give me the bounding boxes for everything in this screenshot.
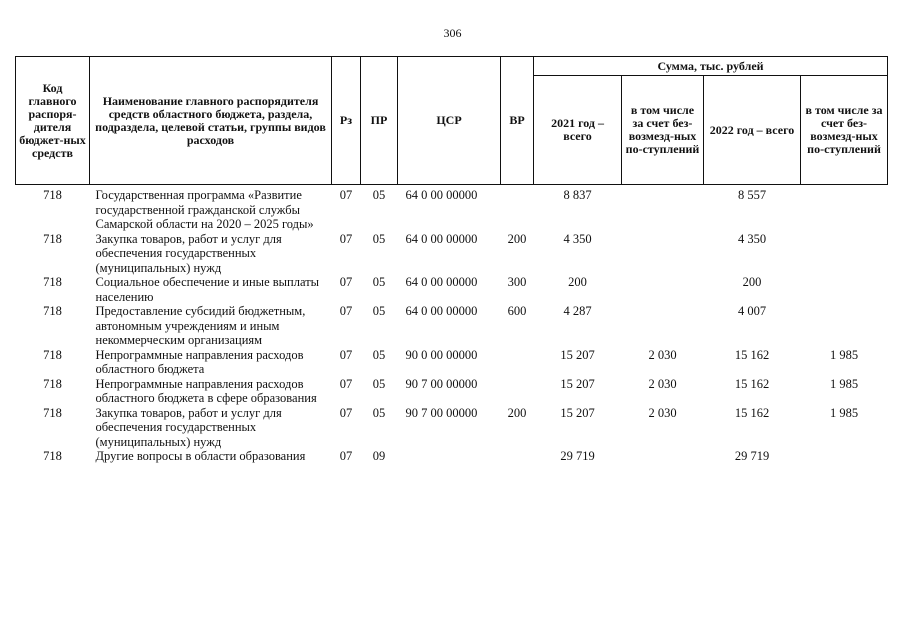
- cell-2021-total: 8 837: [563, 188, 592, 202]
- cell-csr: 64 0 00 00000: [405, 231, 478, 246]
- cell-csr: [398, 449, 501, 464]
- cell-2022-incl: [801, 232, 888, 276]
- cell-code: 718: [43, 347, 62, 362]
- cell-2022-total: 29 719: [734, 449, 770, 463]
- header-vr: ВР: [501, 57, 534, 185]
- header-2022-total: 2022 год – всего: [704, 76, 801, 185]
- cell-2022-incl: [801, 185, 888, 232]
- cell-code: 718: [43, 188, 62, 202]
- cell-2022-incl: [801, 304, 888, 348]
- table-body: [16, 185, 888, 464]
- cell-code: 718: [43, 449, 62, 463]
- cell-2021-total: 4 287: [563, 304, 592, 318]
- table-header: [16, 57, 888, 185]
- budget-table: [15, 56, 888, 464]
- cell-pr: 05: [372, 275, 386, 289]
- cell-rz: 07: [339, 231, 353, 246]
- table-row: [16, 185, 888, 232]
- cell-2021-total: 15 207: [560, 405, 595, 420]
- cell-2021-incl: [622, 275, 704, 304]
- header-2022-incl: в том числе за счет без-возмезд-ных по-ступлений: [801, 76, 888, 185]
- page-number: 306: [443, 26, 462, 40]
- cell-name: Государственная программа «Развитие государственной гражданской службы Самарской области на 2020 – 2025 годы»: [95, 188, 314, 231]
- cell-2021-incl: 2 030: [648, 405, 677, 420]
- cell-vr: [501, 449, 534, 464]
- table-row: [16, 304, 888, 348]
- cell-code: 718: [43, 231, 62, 246]
- cell-2021-total: 200: [568, 275, 587, 289]
- cell-vr: 600: [507, 304, 527, 318]
- cell-vr: [501, 185, 534, 232]
- cell-2021-incl: [622, 449, 704, 464]
- cell-vr: 200: [507, 405, 527, 420]
- cell-name: Закупка товаров, работ и услуг для обеспечения государственных (муниципальных) нужд: [95, 231, 282, 275]
- table-row: [16, 377, 888, 406]
- cell-vr: 300: [507, 275, 527, 289]
- cell-vr: 200: [507, 231, 527, 246]
- cell-vr: [501, 348, 534, 377]
- header-sum: Сумма, тыс. рублей: [534, 57, 888, 76]
- cell-code: 718: [43, 304, 62, 318]
- cell-2022-total: 200: [742, 275, 762, 289]
- cell-pr: 05: [372, 304, 386, 318]
- cell-2022-total: 15 162: [734, 405, 770, 420]
- cell-pr: 09: [372, 449, 386, 463]
- header-pr: ПР: [361, 57, 398, 185]
- cell-2022-incl: [801, 275, 888, 304]
- cell-rz: 07: [339, 188, 353, 202]
- cell-2021-total: 4 350: [563, 231, 592, 246]
- header-2021-incl: в том числе за счет без-возмезд-ных по-ступлений: [622, 76, 704, 185]
- cell-2022-total: 8 557: [737, 188, 767, 202]
- cell-rz: 07: [339, 347, 353, 362]
- cell-2021-incl: 2 030: [648, 347, 677, 362]
- cell-rz: 07: [339, 449, 353, 463]
- cell-2021-total: 15 207: [560, 376, 595, 391]
- cell-csr: 64 0 00 00000: [405, 188, 478, 202]
- table-row: [16, 232, 888, 276]
- cell-2021-total: 15 207: [560, 347, 595, 362]
- cell-2021-total: 29 719: [560, 449, 595, 463]
- cell-2022-total: 4 350: [737, 231, 767, 246]
- cell-name: Другие вопросы в области образования: [95, 449, 306, 463]
- cell-csr: 64 0 00 00000: [405, 275, 478, 289]
- header-csr: ЦСР: [398, 57, 501, 185]
- cell-2022-incl: 1 985: [829, 347, 859, 362]
- cell-csr: 90 7 00 00000: [405, 376, 478, 391]
- table-row: [16, 275, 888, 304]
- cell-rz: 07: [339, 376, 353, 391]
- cell-code: 718: [43, 376, 62, 391]
- cell-2022-incl: 1 985: [829, 405, 859, 420]
- cell-csr: 90 0 00 00000: [405, 347, 478, 362]
- table-row: [16, 406, 888, 450]
- cell-vr: [501, 377, 534, 406]
- cell-pr: 05: [372, 376, 386, 391]
- cell-code: 718: [43, 405, 62, 420]
- cell-2022-total: 15 162: [734, 376, 770, 391]
- header-rz: Рз: [332, 57, 361, 185]
- cell-rz: 07: [339, 405, 353, 420]
- cell-name: Социальное обеспечение и иные выплаты населению: [95, 275, 320, 304]
- cell-2021-incl: [622, 232, 704, 276]
- cell-pr: 05: [372, 347, 386, 362]
- header-2021-total: 2021 год – всего: [534, 76, 622, 185]
- cell-2021-incl: [622, 185, 704, 232]
- cell-2021-incl: [622, 304, 704, 348]
- table-row: [16, 348, 888, 377]
- cell-pr: 05: [372, 405, 386, 420]
- cell-pr: 05: [372, 231, 386, 246]
- cell-name: Закупка товаров, работ и услуг для обеспечения государственных (муниципальных) нужд: [95, 405, 282, 449]
- cell-2022-total: 4 007: [737, 304, 767, 318]
- cell-name: Предоставление субсидий бюджетным, автономным учреждениям и иным некоммерческим организациям: [95, 304, 306, 347]
- cell-2021-incl: 2 030: [648, 376, 677, 391]
- cell-csr: 90 7 00 00000: [405, 405, 478, 420]
- header-code: Код главного распоря-дителя бюджет-ных средств: [16, 57, 90, 185]
- cell-rz: 07: [339, 304, 353, 318]
- cell-rz: 07: [339, 275, 353, 289]
- cell-code: 718: [43, 275, 62, 289]
- table-row: [16, 449, 888, 464]
- cell-2022-incl: [801, 449, 888, 464]
- cell-csr: 64 0 00 00000: [405, 304, 478, 318]
- header-name: Наименование главного распорядителя средств областного бюджета, раздела, подраздела, целевой статьи, группы видов расходов: [90, 57, 332, 185]
- cell-name: Непрограммные направления расходов областного бюджета: [95, 347, 304, 376]
- cell-name: Непрограммные направления расходов областного бюджета в сфере образования: [95, 376, 317, 405]
- cell-2022-incl: 1 985: [829, 376, 859, 391]
- cell-2022-total: 15 162: [734, 347, 770, 362]
- cell-pr: 05: [372, 188, 386, 202]
